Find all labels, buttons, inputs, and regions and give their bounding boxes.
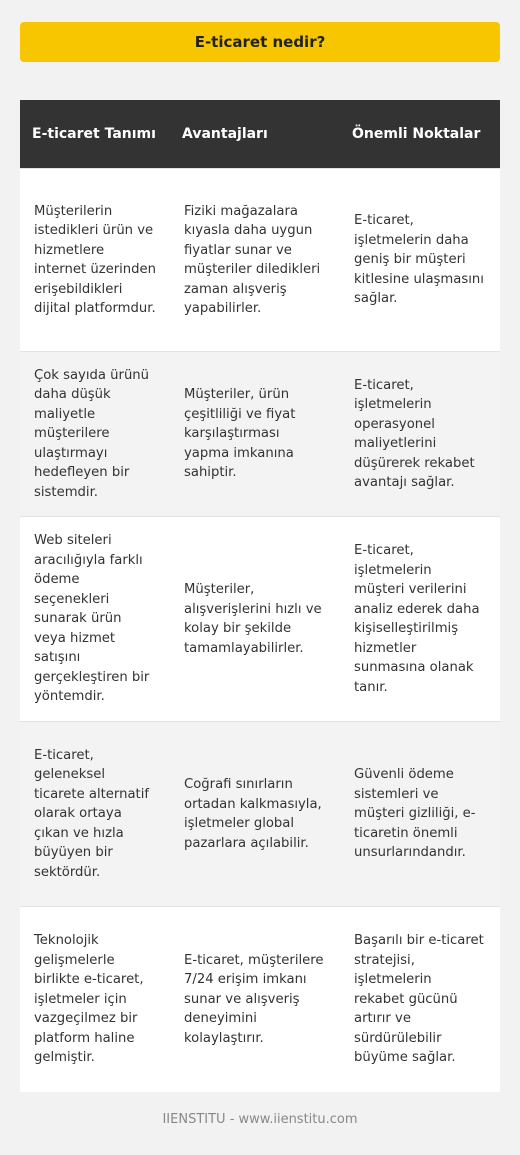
table-row (20, 722, 500, 907)
comparison-table (20, 100, 500, 1092)
cell-key-points: E-ticaret, işletmelerin daha geniş bir müşteri kitlesine ulaşmasını sağlar. (340, 169, 500, 352)
cell-definition: Müşterilerin istedikleri ürün ve hizmetlere internet üzerinden erişebildikleri dijital platformdur. (20, 169, 170, 352)
cell-key-points: Güvenli ödeme sistemleri ve müşteri gizliliği, e-ticaretin önemli unsurlarındandır. (340, 722, 500, 907)
comparison-table-wrapper (20, 100, 500, 1092)
cell-advantages: Fiziki mağazalara kıyasla daha uygun fiyatlar sunar ve müşteriler diledikleri zaman alışveriş yapabilirler. (170, 169, 340, 352)
page-title: E-ticaret nedir? (194, 33, 326, 51)
cell-definition: Çok sayıda ürünü daha düşük maliyetle müşterilere ulaştırmayı hedefleyen bir sistemdir. (20, 352, 170, 517)
cell-definition: E-ticaret, geleneksel ticarete alternatif olarak ortaya çıkan ve hızla büyüyen bir sektördür. (20, 722, 170, 907)
cell-advantages: Coğrafi sınırların ortadan kalkmasıyla, işletmeler global pazarlara açılabilir. (170, 722, 340, 907)
cell-key-points: Başarılı bir e-ticaret stratejisi, işletmelerin rekabet gücünü artırır ve sürdürülebilir büyüme sağlar. (340, 907, 500, 1092)
header-definition: E-ticaret Tanımı (20, 100, 170, 169)
header-key-points: Önemli Noktalar (340, 100, 500, 169)
cell-advantages: Müşteriler, ürün çeşitliliği ve fiyat karşılaştırması yapma imkanına sahiptir. (170, 352, 340, 517)
table-header-row (20, 100, 500, 169)
table-row (20, 907, 500, 1092)
table-row (20, 169, 500, 352)
cell-definition: Teknolojik gelişmelerle birlikte e-ticaret, işletmeler için vazgeçilmez bir platform haline gelmiştir. (20, 907, 170, 1092)
cell-key-points: E-ticaret, işletmelerin müşteri verilerini analiz ederek daha kişiselleştirilmiş hizmetler sunmasına olanak tanır. (340, 517, 500, 722)
cell-definition: Web siteleri aracılığıyla farklı ödeme seçenekleri sunarak ürün veya hizmet satışını gerçekleştiren bir yöntemdir. (20, 517, 170, 722)
footer-credit: IIENSTITU - www.iienstitu.com (162, 1112, 358, 1127)
title-banner (20, 22, 500, 62)
cell-key-points: E-ticaret, işletmelerin operasyonel maliyetlerini düşürerek rekabet avantajı sağlar. (340, 352, 500, 517)
table-row (20, 517, 500, 722)
cell-advantages: Müşteriler, alışverişlerini hızlı ve kolay bir şekilde tamamlayabilirler. (170, 517, 340, 722)
table-row (20, 352, 500, 517)
header-advantages: Avantajları (170, 100, 340, 169)
cell-advantages: E-ticaret, müşterilere 7/24 erişim imkanı sunar ve alışveriş deneyimini kolaylaştırır. (170, 907, 340, 1092)
